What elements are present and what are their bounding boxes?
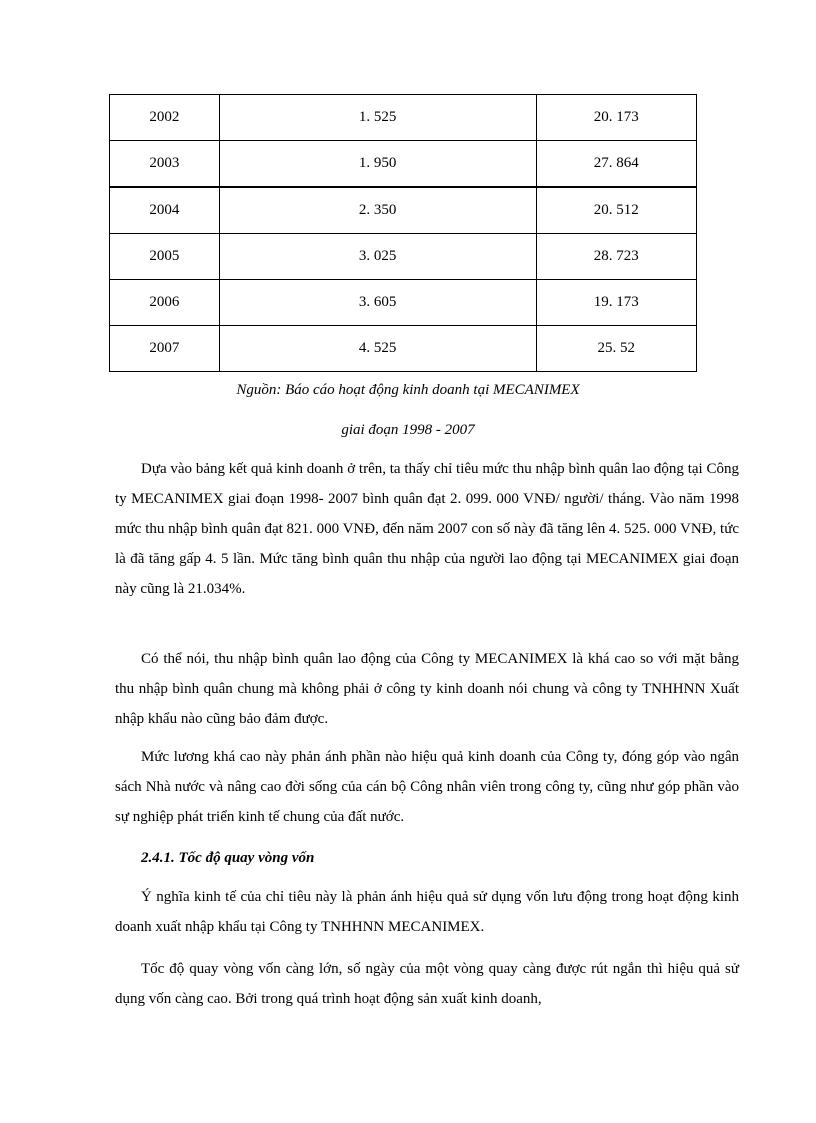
income-cell: 1. 950 bbox=[219, 141, 536, 188]
income-cell: 1. 525 bbox=[219, 95, 536, 141]
paragraph-text: Tốc độ quay vòng vốn càng lớn, số ngày của một vòng quay càng được rút ngắn thì hiệu quả sử dụng vốn càng cao. Bởi trong quá trình hoạt động sản xuất kinh doanh, bbox=[115, 961, 739, 1007]
paragraph-1 bbox=[115, 454, 739, 604]
growth-cell: 20. 512 bbox=[536, 187, 696, 234]
paragraph-2 bbox=[115, 644, 739, 734]
paragraph-text: Mức lương khá cao này phản ánh phần nào hiệu quả kinh doanh của Công ty, đóng góp vào ngân sách Nhà nước và nâng cao đời sống của cán bộ Công nhân viên trong công ty, cũng như góp phần vào sự nghiệp phát triển kinh tế chung của đất nước. bbox=[115, 749, 739, 825]
year-cell: 2002 bbox=[110, 95, 220, 141]
paragraph-3 bbox=[115, 742, 739, 832]
section-heading: 2.4.1. Tốc độ quay vòng vốn bbox=[141, 850, 315, 866]
table-row bbox=[110, 95, 697, 141]
paragraph-text: Ý nghĩa kinh tế của chỉ tiêu này là phản ánh hiệu quả sử dụng vốn lưu động trong hoạt động kinh doanh xuất nhập khẩu tại Công ty TNHHNN MECANIMEX. bbox=[115, 889, 739, 935]
year-cell: 2006 bbox=[110, 280, 220, 326]
year-cell: 2007 bbox=[110, 326, 220, 372]
paragraph-4 bbox=[115, 882, 739, 942]
growth-cell: 25. 52 bbox=[536, 326, 696, 372]
table-row bbox=[110, 326, 697, 372]
income-cell: 3. 025 bbox=[219, 234, 536, 280]
growth-cell: 19. 173 bbox=[536, 280, 696, 326]
table-row bbox=[110, 280, 697, 326]
income-table bbox=[109, 94, 697, 372]
growth-cell: 28. 723 bbox=[536, 234, 696, 280]
year-cell: 2003 bbox=[110, 141, 220, 188]
table-row bbox=[110, 187, 697, 234]
table-row bbox=[110, 234, 697, 280]
source-caption-line1: Nguồn: Báo cáo hoạt động kinh doanh tại MECANIMEX bbox=[236, 382, 580, 398]
source-caption-line2: giai đoạn 1998 - 2007 bbox=[341, 422, 475, 438]
income-cell: 2. 350 bbox=[219, 187, 536, 234]
growth-cell: 20. 173 bbox=[536, 95, 696, 141]
income-cell: 3. 605 bbox=[219, 280, 536, 326]
growth-cell: 27. 864 bbox=[536, 141, 696, 188]
paragraph-text: Có thể nói, thu nhập bình quân lao động của Công ty MECANIMEX là khá cao so với mặt bằng thu nhập bình quân chung mà không phải ở công ty kinh doanh nói chung và công ty TNHHNN Xuất nhập khẩu nào cũng bảo đảm được. bbox=[115, 651, 739, 727]
year-cell: 2005 bbox=[110, 234, 220, 280]
year-cell: 2004 bbox=[110, 187, 220, 234]
income-cell: 4. 525 bbox=[219, 326, 536, 372]
paragraph-5 bbox=[115, 954, 739, 1014]
table-row bbox=[110, 141, 697, 188]
paragraph-text: Dựa vào bảng kết quả kinh doanh ở trên, ta thấy chỉ tiêu mức thu nhập bình quân lao động tại Công ty MECANIMEX giai đoạn 1998- 2007 bình quân đạt 2. 099. 000 VNĐ/ người/ tháng. Vào năm 1998 mức thu nhập bình quân đạt 821. 000 VNĐ, đến năm 2007 con số này đã tăng lên 4. 525. 000 VNĐ, tức là đã tăng gấp 4. 5 lần. Mức tăng bình quân thu nhập của người lao động tại MECANIMEX giai đoạn này cũng là 21.034%. bbox=[115, 461, 739, 597]
